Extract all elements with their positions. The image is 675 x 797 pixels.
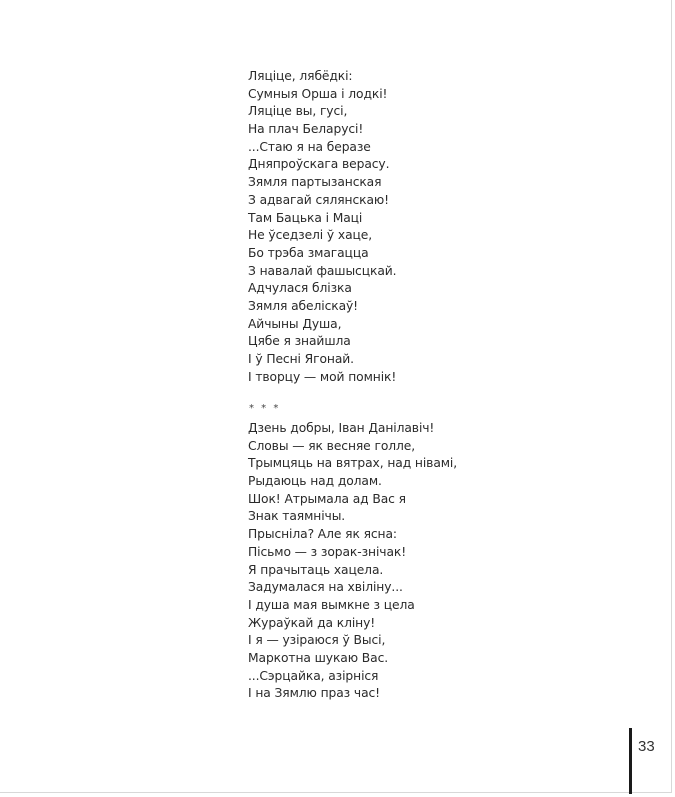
poem-line: Словы — як весняе голле, bbox=[248, 438, 416, 453]
poem-line: Не ўседзелі ў хаце, bbox=[248, 228, 373, 243]
poem-line: ...Стаю я на беразе bbox=[248, 139, 371, 154]
poem-line: Дняпроўскага верасу. bbox=[248, 157, 390, 172]
poem-line: Зямля абеліскаў! bbox=[248, 298, 359, 313]
poem-line: ...Сэрцайка, азірніся bbox=[248, 668, 379, 683]
poem-line: Я прачытаць хацела. bbox=[248, 562, 384, 577]
poem-line: З навалай фашысцкай. bbox=[248, 263, 397, 278]
poem-line: І ў Песні Ягонай. bbox=[248, 352, 354, 366]
page-number: 33 bbox=[638, 738, 655, 755]
poem-line: Прысніла? Але як ясна: bbox=[248, 527, 397, 542]
poem-line: Бо трэба змагацца bbox=[248, 245, 369, 260]
poem-line: Адчулася блізка bbox=[248, 281, 352, 296]
poem-line: І на Зямлю праз час! bbox=[248, 686, 381, 701]
poem-line: Знак таямнічы. bbox=[248, 509, 346, 524]
stanza-separator: * * * bbox=[249, 403, 281, 414]
poem-line: Рыдаюць над долам. bbox=[248, 474, 382, 489]
poem-line: Сумныя Орша і лодкі! bbox=[248, 86, 388, 101]
poem-line: Маркотна шукаю Вас. bbox=[248, 650, 389, 665]
poem-line: І я — узіраюся ў Высі, bbox=[248, 633, 386, 648]
poem-line: Ляціце вы, гусі, bbox=[248, 104, 348, 119]
poem-line: Айчыны Душа, bbox=[248, 316, 342, 331]
poem-line: Шок! Атрымала ад Вас я bbox=[248, 491, 406, 506]
poem-line: Зямля партызанская bbox=[248, 175, 382, 190]
page-number-divider bbox=[629, 728, 632, 794]
poem-line: Дзень добры, Іван Данілавіч! bbox=[248, 421, 435, 435]
poem-line: Ляціце, лябёдкі: bbox=[248, 69, 353, 83]
poem-line: Пісьмо — з зорак-знічак! bbox=[248, 544, 407, 559]
poem-line: І творцу — мой помнік! bbox=[248, 369, 397, 384]
poem-stanza-1 bbox=[248, 68, 396, 386]
poem-line: Там Бацька і Маці bbox=[248, 210, 363, 225]
poem-stanza-2 bbox=[248, 420, 457, 703]
poem-line: Трымцяць на вятрах, над нівамі, bbox=[248, 456, 458, 471]
poem-line: І душа мая вымкне з цела bbox=[248, 597, 415, 612]
poem-line: Задумалася на хвіліну... bbox=[248, 580, 403, 595]
poem-line: На плач Беларусі! bbox=[248, 122, 364, 137]
poem-line: З адвагай сялянскаю! bbox=[248, 192, 389, 207]
poem-line: Жураўкай да кліну! bbox=[248, 615, 376, 630]
poem-line: Цябе я знайшла bbox=[248, 334, 351, 349]
